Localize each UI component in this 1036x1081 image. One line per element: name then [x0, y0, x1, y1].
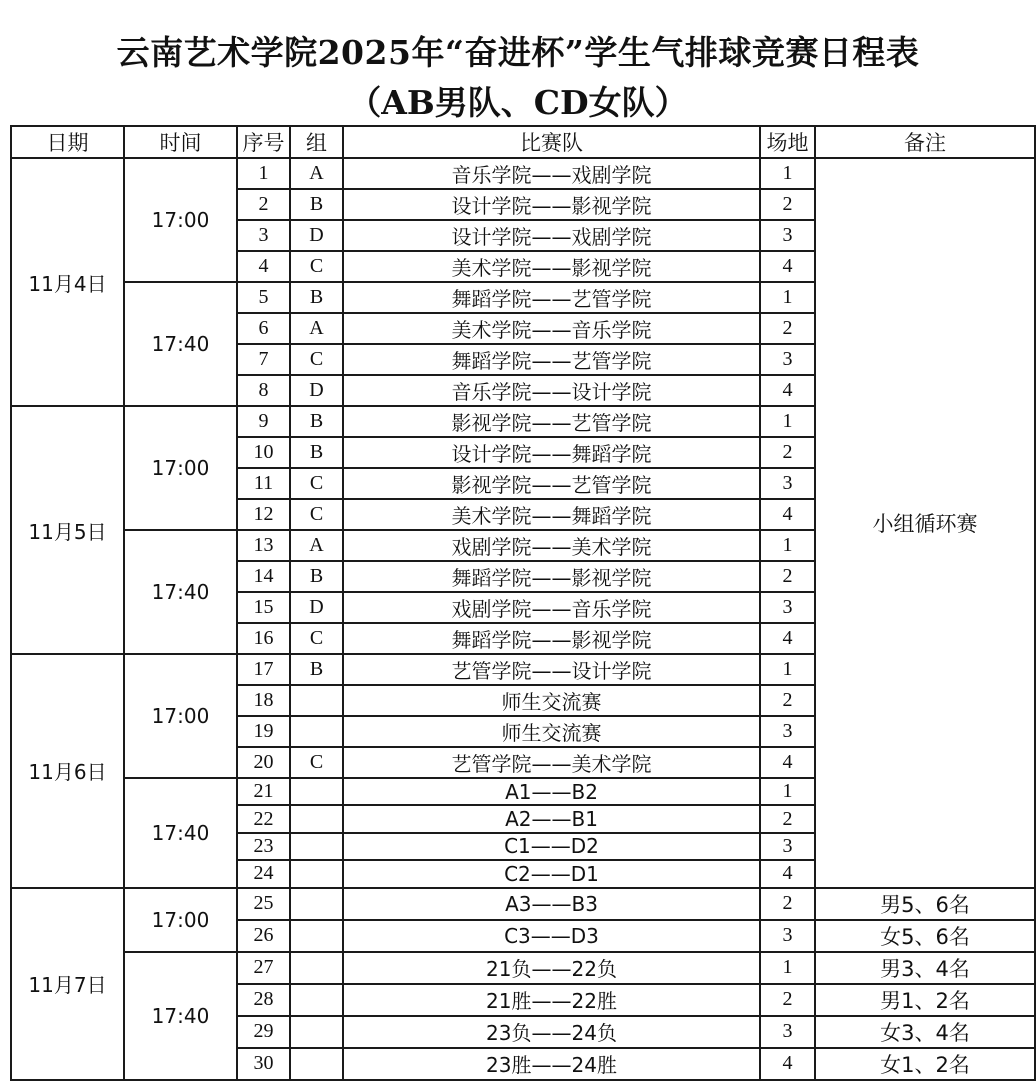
note-cell: 女5、6名 — [815, 920, 1035, 952]
teams-cell: 艺管学院——设计学院 — [343, 654, 760, 685]
teams-cell: 师生交流赛 — [343, 716, 760, 747]
court-cell: 3 — [760, 716, 815, 747]
court-cell: 1 — [760, 282, 815, 313]
court-cell: 1 — [760, 654, 815, 685]
court-cell: 2 — [760, 437, 815, 468]
court-cell: 1 — [760, 406, 815, 437]
time-cell: 17:40 — [124, 530, 237, 654]
teams-cell: 戏剧学院——美术学院 — [343, 530, 760, 561]
date-cell: 11月6日 — [11, 654, 124, 888]
group-stage-note: 小组循环赛 — [815, 158, 1035, 888]
table-row — [11, 888, 1035, 920]
group-cell — [290, 716, 343, 747]
court-cell: 3 — [760, 920, 815, 952]
group-cell — [290, 920, 343, 952]
schedule-body — [11, 158, 1035, 1080]
seq-cell: 27 — [237, 952, 290, 984]
group-cell: C — [290, 468, 343, 499]
note-cell: 男1、2名 — [815, 984, 1035, 1016]
note-cell: 男5、6名 — [815, 888, 1035, 920]
page-subtitle: （AB男队、CD女队） — [348, 83, 688, 122]
group-cell — [290, 860, 343, 887]
page-title: 云南艺术学院2025年“奋进杯”学生气排球竞赛日程表 — [116, 33, 920, 72]
court-cell: 4 — [760, 860, 815, 887]
group-cell: B — [290, 189, 343, 220]
group-cell: C — [290, 747, 343, 778]
teams-cell: A2——B1 — [343, 805, 760, 832]
group-cell — [290, 984, 343, 1016]
group-cell — [290, 1048, 343, 1080]
seq-cell: 30 — [237, 1048, 290, 1080]
teams-cell: 戏剧学院——音乐学院 — [343, 592, 760, 623]
teams-cell: 美术学院——舞蹈学院 — [343, 499, 760, 530]
date-cell: 11月4日 — [11, 158, 124, 406]
teams-cell: A1——B2 — [343, 778, 760, 805]
table-row — [11, 952, 1035, 984]
teams-cell: 音乐学院——设计学院 — [343, 375, 760, 406]
teams-cell: 影视学院——艺管学院 — [343, 406, 760, 437]
teams-cell: 23负——24负 — [343, 1016, 760, 1048]
schedule-table — [10, 125, 1036, 1081]
table-row — [11, 158, 1035, 189]
teams-cell: 21胜——22胜 — [343, 984, 760, 1016]
teams-cell: A3——B3 — [343, 888, 760, 920]
teams-cell: 舞蹈学院——艺管学院 — [343, 282, 760, 313]
time-cell: 17:00 — [124, 888, 237, 952]
seq-cell: 14 — [237, 561, 290, 592]
court-cell: 4 — [760, 623, 815, 654]
group-cell: C — [290, 623, 343, 654]
court-cell: 4 — [760, 1048, 815, 1080]
seq-cell: 6 — [237, 313, 290, 344]
teams-cell: C1——D2 — [343, 833, 760, 860]
teams-cell: 舞蹈学院——影视学院 — [343, 561, 760, 592]
group-cell: C — [290, 344, 343, 375]
group-cell: D — [290, 220, 343, 251]
group-cell — [290, 952, 343, 984]
header-row — [11, 126, 1035, 158]
court-cell: 2 — [760, 685, 815, 716]
court-cell: 4 — [760, 499, 815, 530]
seq-cell: 21 — [237, 778, 290, 805]
teams-cell: 美术学院——影视学院 — [343, 251, 760, 282]
group-cell — [290, 888, 343, 920]
court-cell: 3 — [760, 468, 815, 499]
seq-cell: 22 — [237, 805, 290, 832]
seq-cell: 18 — [237, 685, 290, 716]
time-cell: 17:00 — [124, 158, 237, 282]
seq-cell: 16 — [237, 623, 290, 654]
group-cell: C — [290, 499, 343, 530]
date-cell: 11月5日 — [11, 406, 124, 654]
time-cell: 17:00 — [124, 406, 237, 530]
teams-cell: 师生交流赛 — [343, 685, 760, 716]
teams-cell: 21负——22负 — [343, 952, 760, 984]
seq-cell: 5 — [237, 282, 290, 313]
seq-cell: 11 — [237, 468, 290, 499]
court-cell: 1 — [760, 952, 815, 984]
court-cell: 2 — [760, 888, 815, 920]
court-cell: 3 — [760, 1016, 815, 1048]
seq-cell: 20 — [237, 747, 290, 778]
court-cell: 2 — [760, 313, 815, 344]
teams-cell: 舞蹈学院——影视学院 — [343, 623, 760, 654]
teams-cell: 设计学院——舞蹈学院 — [343, 437, 760, 468]
court-cell: 4 — [760, 251, 815, 282]
court-cell: 2 — [760, 561, 815, 592]
header-seq: 序号 — [237, 126, 290, 158]
date-cell: 11月7日 — [11, 888, 124, 1080]
seq-cell: 23 — [237, 833, 290, 860]
group-cell: B — [290, 561, 343, 592]
time-cell: 17:40 — [124, 952, 237, 1080]
seq-cell: 19 — [237, 716, 290, 747]
note-cell: 男3、4名 — [815, 952, 1035, 984]
group-cell: A — [290, 530, 343, 561]
group-cell: B — [290, 654, 343, 685]
group-cell: A — [290, 313, 343, 344]
court-cell: 4 — [760, 375, 815, 406]
teams-cell: 美术学院——音乐学院 — [343, 313, 760, 344]
seq-cell: 7 — [237, 344, 290, 375]
teams-cell: 艺管学院——美术学院 — [343, 747, 760, 778]
teams-cell: 设计学院——影视学院 — [343, 189, 760, 220]
court-cell: 3 — [760, 220, 815, 251]
group-cell — [290, 778, 343, 805]
teams-cell: C3——D3 — [343, 920, 760, 952]
header-time: 时间 — [124, 126, 237, 158]
seq-cell: 4 — [237, 251, 290, 282]
seq-cell: 29 — [237, 1016, 290, 1048]
time-cell: 17:40 — [124, 282, 237, 406]
seq-cell: 3 — [237, 220, 290, 251]
teams-cell: 音乐学院——戏剧学院 — [343, 158, 760, 189]
seq-cell: 25 — [237, 888, 290, 920]
seq-cell: 17 — [237, 654, 290, 685]
group-cell: B — [290, 282, 343, 313]
group-cell: C — [290, 251, 343, 282]
seq-cell: 12 — [237, 499, 290, 530]
seq-cell: 15 — [237, 592, 290, 623]
group-cell: B — [290, 437, 343, 468]
group-cell — [290, 685, 343, 716]
court-cell: 2 — [760, 984, 815, 1016]
header-teams: 比赛队 — [343, 126, 760, 158]
group-cell: D — [290, 592, 343, 623]
court-cell: 3 — [760, 833, 815, 860]
seq-cell: 28 — [237, 984, 290, 1016]
teams-cell: 影视学院——艺管学院 — [343, 468, 760, 499]
header-court: 场地 — [760, 126, 815, 158]
seq-cell: 10 — [237, 437, 290, 468]
teams-cell: 23胜——24胜 — [343, 1048, 760, 1080]
court-cell: 3 — [760, 592, 815, 623]
header-date: 日期 — [11, 126, 124, 158]
group-cell: A — [290, 158, 343, 189]
court-cell: 1 — [760, 530, 815, 561]
group-cell: B — [290, 406, 343, 437]
note-cell: 女3、4名 — [815, 1016, 1035, 1048]
seq-cell: 1 — [237, 158, 290, 189]
court-cell: 2 — [760, 189, 815, 220]
time-cell: 17:40 — [124, 778, 237, 888]
seq-cell: 24 — [237, 860, 290, 887]
seq-cell: 2 — [237, 189, 290, 220]
group-cell — [290, 833, 343, 860]
group-cell: D — [290, 375, 343, 406]
seq-cell: 13 — [237, 530, 290, 561]
court-cell: 1 — [760, 158, 815, 189]
teams-cell: C2——D1 — [343, 860, 760, 887]
court-cell: 3 — [760, 344, 815, 375]
seq-cell: 8 — [237, 375, 290, 406]
note-cell: 女1、2名 — [815, 1048, 1035, 1080]
group-cell — [290, 805, 343, 832]
court-cell: 1 — [760, 778, 815, 805]
header-group: 组 — [290, 126, 343, 158]
group-cell — [290, 1016, 343, 1048]
seq-cell: 9 — [237, 406, 290, 437]
header-note: 备注 — [815, 126, 1035, 158]
seq-cell: 26 — [237, 920, 290, 952]
time-cell: 17:00 — [124, 654, 237, 778]
teams-cell: 设计学院——戏剧学院 — [343, 220, 760, 251]
court-cell: 4 — [760, 747, 815, 778]
court-cell: 2 — [760, 805, 815, 832]
teams-cell: 舞蹈学院——艺管学院 — [343, 344, 760, 375]
